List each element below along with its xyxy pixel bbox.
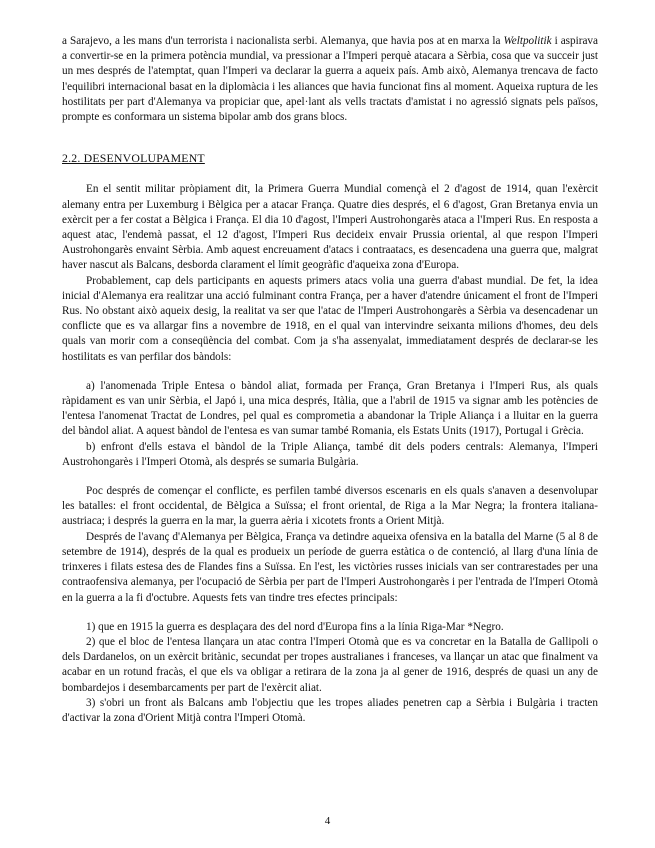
efecte-2: 2) que el bloc de l'entesa llançara un atac contra l'Imperi Otomà que es va concretar en la Batalla de Gallipoli o dels Dardanelos, on un exèrcit britànic, secundat per tropes australianes i franceses, va llançar un atac que finalment va acabar en un rotund fracàs, el que els va obligar a retirara de la zona ja al gener de 1916, després de quasi un any de bombardejos i desembarcaments per part de l'exèrcit aliat. <box>62 635 598 694</box>
paragraph-2: Probablement, cap dels participants en aquests primers atacs volia una guerra d'abast mundial. De fet, la idea inicial d'Alemanya era realitzar una acció fulminant contra França, per a haver d'atendre únicament el front de l'Imperi Rus. No obstant això aqueix desig, la realitat va ser que l'atac de l'Imperi Austrohongarès a Sèrbia va desencadenar un conflicte que es va allargar fins a novembre de 1918, en el qual van intervindre seixanta milions d'homes, deu dels quals van morir com a conseqüència del combat. Com ja s'ha assenyalat, immediatament després de declarar-se les hostilitats es van perfilar dos bàndols: <box>62 274 598 363</box>
efecte-3: 3) s'obri un front als Balcans amb l'objectiu que les tropes aliades penetren cap a Sèrbia i Bulgària i tracten d'activar la zona d'Orient Mitjà contra l'Imperi Otomà. <box>62 696 598 724</box>
paragraph-1: En el sentit militar pròpiament dit, la Primera Guerra Mundial començà el 2 d'agost de 1914, quan l'exèrcit alemany entra per Luxemburg i Bèlgica per a atacar França. Quatre dies després, el 6 d'agost, Gran Bretanya envia un exèrcit per a fer costat a Bèlgica i França. El dia 10 d'agost, l'Imperi Austrohongarès ataca a l'Imperi Rus. En resposta a aquest atac, l'endemà passat, el 12 d'agost, l'Imperi Rus decideix envair Prussia oriental, al que respon l'Imperi Austrohongarès envaint Sèrbia. Amb aquest encreuament d'atacs i contraatacs, es desencadena una guerra que, malgrat haver nascut als Balcans, desborda clarament el límit geogràfic d'aqueixa zona d'Europa. <box>62 183 598 272</box>
efecte-1: 1) que en 1915 la guerra es desplaçara des del nord d'Europa fins a la línia Riga-Mar *Negro. <box>86 620 504 633</box>
bloc-b: b) enfront d'ells estava el bàndol de la Triple Aliança, també dit dels poders centrals: Alemanya, l'Imperi Austrohongarès i l'Imperi Otomà, als després se sumaria Bulgària. <box>62 440 598 468</box>
intro-italic-term: Weltpolitik <box>503 35 552 47</box>
document-page <box>62 34 598 726</box>
intro-paragraph <box>62 34 598 125</box>
paragraph-3: Poc després de començar el conflicte, es perfilen també diversos escenaris en els quals s'anaven a desenvolupar les batalles: el front occidental, de Bèlgica a Suïssa; el front oriental, de Riga a la Mar Negra; la frontera italiana-austriaca; i després la guerra en la mar, la guerra aèria i xicotets fronts a Orient Mitjà. <box>62 485 598 528</box>
intro-text-end: i aspirava a convertir-se en la primera potència mundial, va pressionar a l'Imperi perquè atacara a Sèrbia, cosa que va succeir just un mes després de l'atemptat, quan l'Imperi va declarar la guerra a aqueix país. Amb això, Alemanya trencava de facto l'equilibri internacional basat en la diplomàcia i les aliances que havia funcionat fins al moment. Aqueixa ruptura de les hostilitats per part d'Alemanya va propiciar que, apel·lant als vells tractats d'amistat i no agressió signats pels països, prompte es conformara un sistema bipolar amb dos grans blocs. <box>62 35 598 124</box>
page-number: 4 <box>324 815 331 827</box>
paragraph-4: Després de l'avanç d'Alemanya per Bèlgica, França va detindre aqueixa ofensiva en la batalla del Marne (5 al 8 de setembre de 1914), després de la qual es produeix un període de guerra estàtica o de contenció, al llarg d'una línia de trinxeres i filats estesa des de Flandes fins a Suïssa. En l'est, les victòries russes inicials van ser contrarestades per una contraofensiva alemanya, per l'ocupació de Sèrbia per part de l'Imperi Austrohongarès i per l'entrada de l'Imperi Otomà en la guerra a la fi d'octubre. Aquests fets van tindre tres efectes principals: <box>62 530 598 604</box>
intro-text-start: a Sarajevo, a les mans d'un terrorista i nacionalista serbi. Alemanya, que havia pos at en marxa la <box>62 35 504 47</box>
section-heading: 2.2. DESENVOLUPAMENT <box>62 151 205 166</box>
bloc-a: a) l'anomenada Triple Entesa o bàndol aliat, formada per França, Gran Bretanya i l'Imperi Rus, als quals ràpidament es van unir Sèrbia, el Japó i, una mica després, Itàlia, que a l'abril de 1915 va signar amb les potències de l'entesa l'anomenat Tractat de Londres, pel qual es comprometia a abandonar la Triple Aliança i a lluitar en la guerra del bàndol aliat. A aquest bàndol de l'entesa es van sumar també Romania, els Estats Units (1917), Portugal i Grècia. <box>62 379 598 438</box>
